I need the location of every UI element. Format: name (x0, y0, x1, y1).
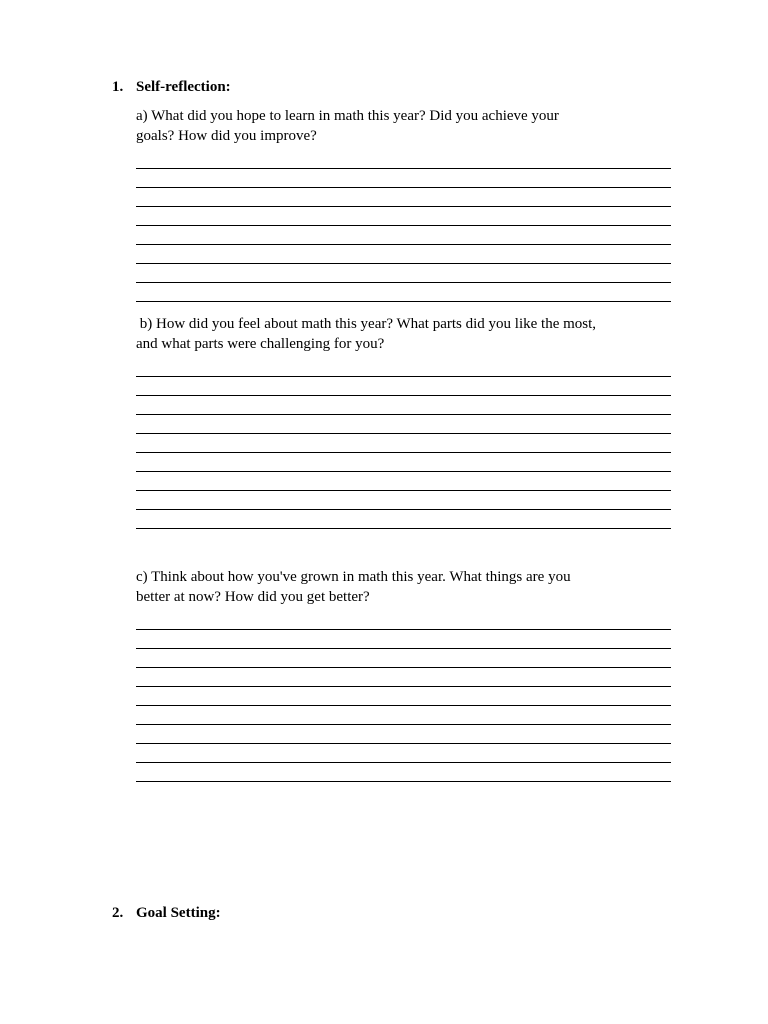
answer-line[interactable] (136, 395, 671, 396)
answer-line[interactable] (136, 433, 671, 434)
question-c (136, 567, 684, 607)
answer-line[interactable] (136, 629, 671, 630)
answer-line[interactable] (136, 781, 671, 782)
answer-line[interactable] (136, 168, 671, 169)
answer-line[interactable] (136, 206, 671, 207)
section-2-number: 2. (112, 905, 124, 921)
answer-line[interactable] (136, 528, 671, 529)
answer-line[interactable] (136, 225, 671, 226)
answer-line[interactable] (136, 282, 671, 283)
section-2-title: Goal Setting: (136, 905, 221, 921)
answer-line[interactable] (136, 648, 671, 649)
answer-line[interactable] (136, 686, 671, 687)
answer-line[interactable] (136, 471, 671, 472)
section-1-number: 1. (112, 79, 124, 95)
answer-line[interactable] (136, 509, 671, 510)
answer-line[interactable] (136, 724, 671, 725)
question-b-line-1: b) How did you feel about math this year? What parts did you like the most, (136, 316, 597, 332)
question-a-line-1: a) What did you hope to learn in math this year? Did you achieve your (136, 108, 559, 124)
answer-line[interactable] (136, 376, 671, 377)
section-1-title: Self-reflection: (136, 79, 231, 95)
answer-line[interactable] (136, 263, 671, 264)
answer-line[interactable] (136, 705, 671, 706)
question-a-line-2: goals? How did you improve? (136, 128, 317, 144)
question-c-line-1: c) Think about how you've grown in math this year. What things are you (136, 569, 571, 585)
answer-line[interactable] (136, 762, 671, 763)
question-b-line-2: and what parts were challenging for you? (136, 336, 385, 352)
question-a (136, 106, 684, 146)
question-b (136, 314, 684, 354)
answer-line[interactable] (136, 414, 671, 415)
answer-line[interactable] (136, 452, 671, 453)
section-2-heading (112, 905, 221, 922)
answer-line[interactable] (136, 490, 671, 491)
section-1-heading (112, 79, 231, 96)
question-c-line-2: better at now? How did you get better? (136, 589, 370, 605)
answer-line[interactable] (136, 743, 671, 744)
answer-line[interactable] (136, 301, 671, 302)
answer-line[interactable] (136, 187, 671, 188)
answer-line[interactable] (136, 244, 671, 245)
answer-line[interactable] (136, 667, 671, 668)
